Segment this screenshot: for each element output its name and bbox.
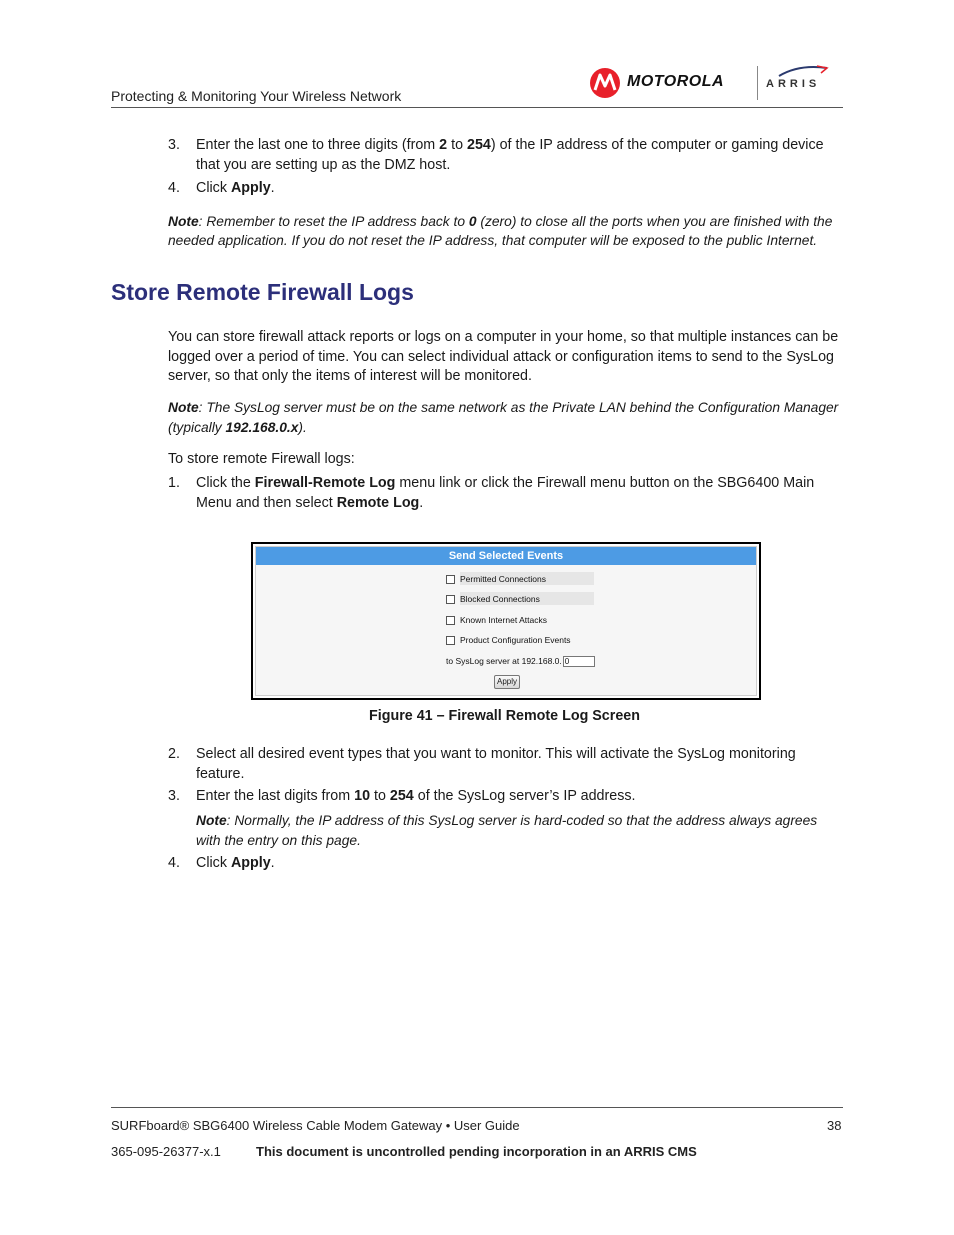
logo-divider xyxy=(757,66,758,100)
step-text: Enter the last one to three digits (from 2 to 254) of the IP address of the computer or gaming device that you are setting up as the DMZ host. xyxy=(196,137,824,173)
section-paragraph: You can store firewall attack reports or logs on a computer in your home, so that multiple instances can be logged over a period of time. You can select individual attack or configuration items to send to the SysLog server, so that only the items of interest will be monitored. xyxy=(168,329,839,384)
apply-button[interactable]: Apply xyxy=(494,675,520,689)
event-known-internet-attacks[interactable]: Known Internet Attacks xyxy=(446,613,547,627)
figure-caption: Figure 41 – Firewall Remote Log Screen xyxy=(369,708,640,724)
event-blocked-connections[interactable]: Blocked Connections xyxy=(446,592,540,606)
arris-wordmark: ARRIS xyxy=(766,78,821,90)
step-text: Enter the last digits from 10 to 254 of the SysLog server’s IP address. xyxy=(196,788,636,804)
lead-in: To store remote Firewall logs: xyxy=(168,451,355,467)
step-number: 2. xyxy=(168,746,180,762)
doc-id: 365-095-26377-x.1 xyxy=(111,1144,221,1159)
step-text: Click Apply. xyxy=(196,180,275,196)
page-number: 38 xyxy=(827,1118,842,1133)
step-number: 3. xyxy=(168,137,180,153)
figure-screen xyxy=(255,546,757,696)
note-reset-ip: Note: Remember to reset the IP address back to 0 (zero) to close all the ports when you are finished with the needed application. If you do not reset the IP address, that computer will be exposed to the public Internet. xyxy=(168,214,833,248)
step-number: 4. xyxy=(168,180,180,196)
event-product-configuration[interactable]: Product Configuration Events xyxy=(446,633,571,647)
event-permitted-connections[interactable]: Permitted Connections xyxy=(446,572,546,586)
arris-swoosh-icon xyxy=(777,64,829,78)
checkbox[interactable] xyxy=(446,575,455,584)
syslog-ip-input[interactable]: 0 xyxy=(563,656,595,667)
step-number: 3. xyxy=(168,788,180,804)
figure-remote-log-screen xyxy=(251,542,761,700)
note-syslog-network: Note: The SysLog server must be on the same network as the Private LAN behind the Configuration Manager (typically 192.168.0.x). xyxy=(168,400,839,435)
section-heading: Store Remote Firewall Logs xyxy=(111,279,414,305)
running-header: Protecting & Monitoring Your Wireless Network xyxy=(111,88,402,104)
footer-notice: This document is uncontrolled pending incorporation in an ARRIS CMS xyxy=(256,1144,697,1159)
figure-header: Send Selected Events xyxy=(256,547,756,565)
motorola-wordmark: MOTOROLA xyxy=(627,73,725,90)
footer-product: SURFboard® SBG6400 Wireless Cable Modem Gateway • User Guide xyxy=(111,1118,520,1133)
header-rule xyxy=(111,107,843,108)
step-number: 4. xyxy=(168,855,180,871)
footer-rule xyxy=(111,1107,843,1108)
checkbox[interactable] xyxy=(446,636,455,645)
checkbox[interactable] xyxy=(446,616,455,625)
motorola-batwing-icon xyxy=(589,67,621,99)
syslog-server-row: to SysLog server at 192.168.0. 0 xyxy=(446,654,595,668)
step-text: Click the Firewall-Remote Log menu link or click the Firewall menu button on the SBG6400 Main Menu and then select Remote Log. xyxy=(196,475,815,511)
note-syslog-hardcoded: Note: Normally, the IP address of this SysLog server is hard-coded so that the address always agrees with the entry on this page. xyxy=(196,813,818,848)
step-text: Click Apply. xyxy=(196,855,275,871)
step-number: 1. xyxy=(168,475,180,491)
step-text: Select all desired event types that you want to monitor. This will activate the SysLog monitoring feature. xyxy=(196,746,796,782)
brand-logo xyxy=(589,64,829,102)
checkbox[interactable] xyxy=(446,595,455,604)
